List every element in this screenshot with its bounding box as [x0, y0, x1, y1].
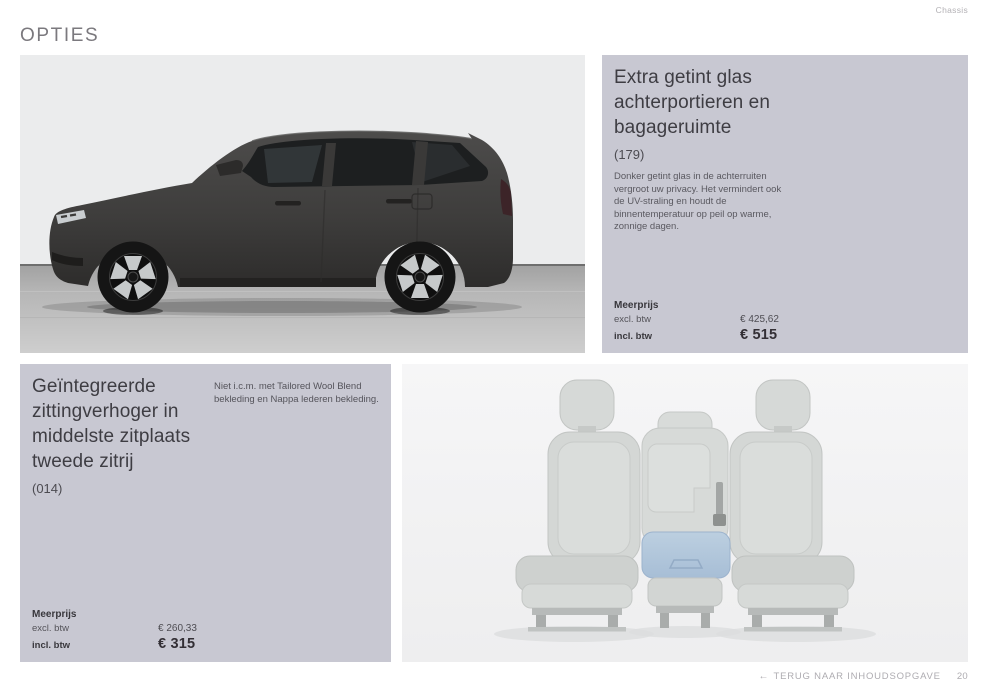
door-handle-front [275, 201, 301, 206]
page-footer [758, 671, 968, 682]
booster-cushion [642, 532, 730, 578]
option-title: Geïntegreerde zittingverhoger in middelste zitplaats tweede zitrij [32, 376, 191, 472]
door-handle-rear [386, 199, 412, 204]
option-header [32, 374, 379, 496]
page-title: OPTIES [20, 25, 100, 46]
price-row-incl [32, 636, 379, 652]
option-code: (014) [32, 481, 63, 496]
option-title-column [32, 374, 214, 496]
incl-btw-label: incl. btw [614, 331, 652, 342]
incl-btw-value: € 515 [740, 327, 778, 343]
middle-seat [642, 412, 730, 628]
seat-belt-strap [716, 482, 723, 518]
excl-btw-label: excl. btw [32, 623, 69, 634]
page-number: 20 [956, 671, 968, 682]
price-heading: Meerprijs [32, 609, 77, 620]
excl-btw-value: € 260,33 [158, 623, 197, 634]
incl-btw-value: € 315 [158, 636, 196, 652]
option-description: Donker getint glas in de achterruiten vergroot uw privacy. Het vermindert ook de UV-straling en houdt de binnentemperatuur op peil op warme, zonnige dagen. [614, 171, 782, 233]
price-heading: Meerprijs [614, 300, 659, 311]
option-code: (179) [614, 147, 645, 162]
option-note: Niet i.c.m. met Tailored Wool Blend bekleding en Nappa lederen bekleding. [214, 381, 379, 405]
excl-btw-value: € 425,62 [740, 314, 779, 325]
price-block [614, 300, 956, 343]
seats-image-panel [402, 364, 968, 662]
car-image-panel [20, 55, 585, 353]
excl-btw-label: excl. btw [614, 314, 651, 325]
seat-belt-buckle [713, 514, 726, 526]
category-label: Chassis [935, 5, 968, 15]
price-row-excl [32, 623, 379, 634]
second-row-seats-image [402, 364, 968, 662]
price-row-incl [614, 327, 956, 343]
option-title: Extra getint glas achterportieren en bagageruimte [614, 67, 771, 138]
option-card-179 [602, 55, 968, 353]
back-to-toc-link[interactable]: TERUG NAAR INHOUDSOPGAVE [773, 671, 941, 682]
price-row-excl [614, 314, 956, 325]
back-arrow-icon: ← [758, 671, 769, 682]
car-side-view-image [20, 55, 585, 353]
option-card-014 [20, 364, 391, 662]
incl-btw-label: incl. btw [32, 640, 70, 651]
price-block [32, 609, 379, 652]
